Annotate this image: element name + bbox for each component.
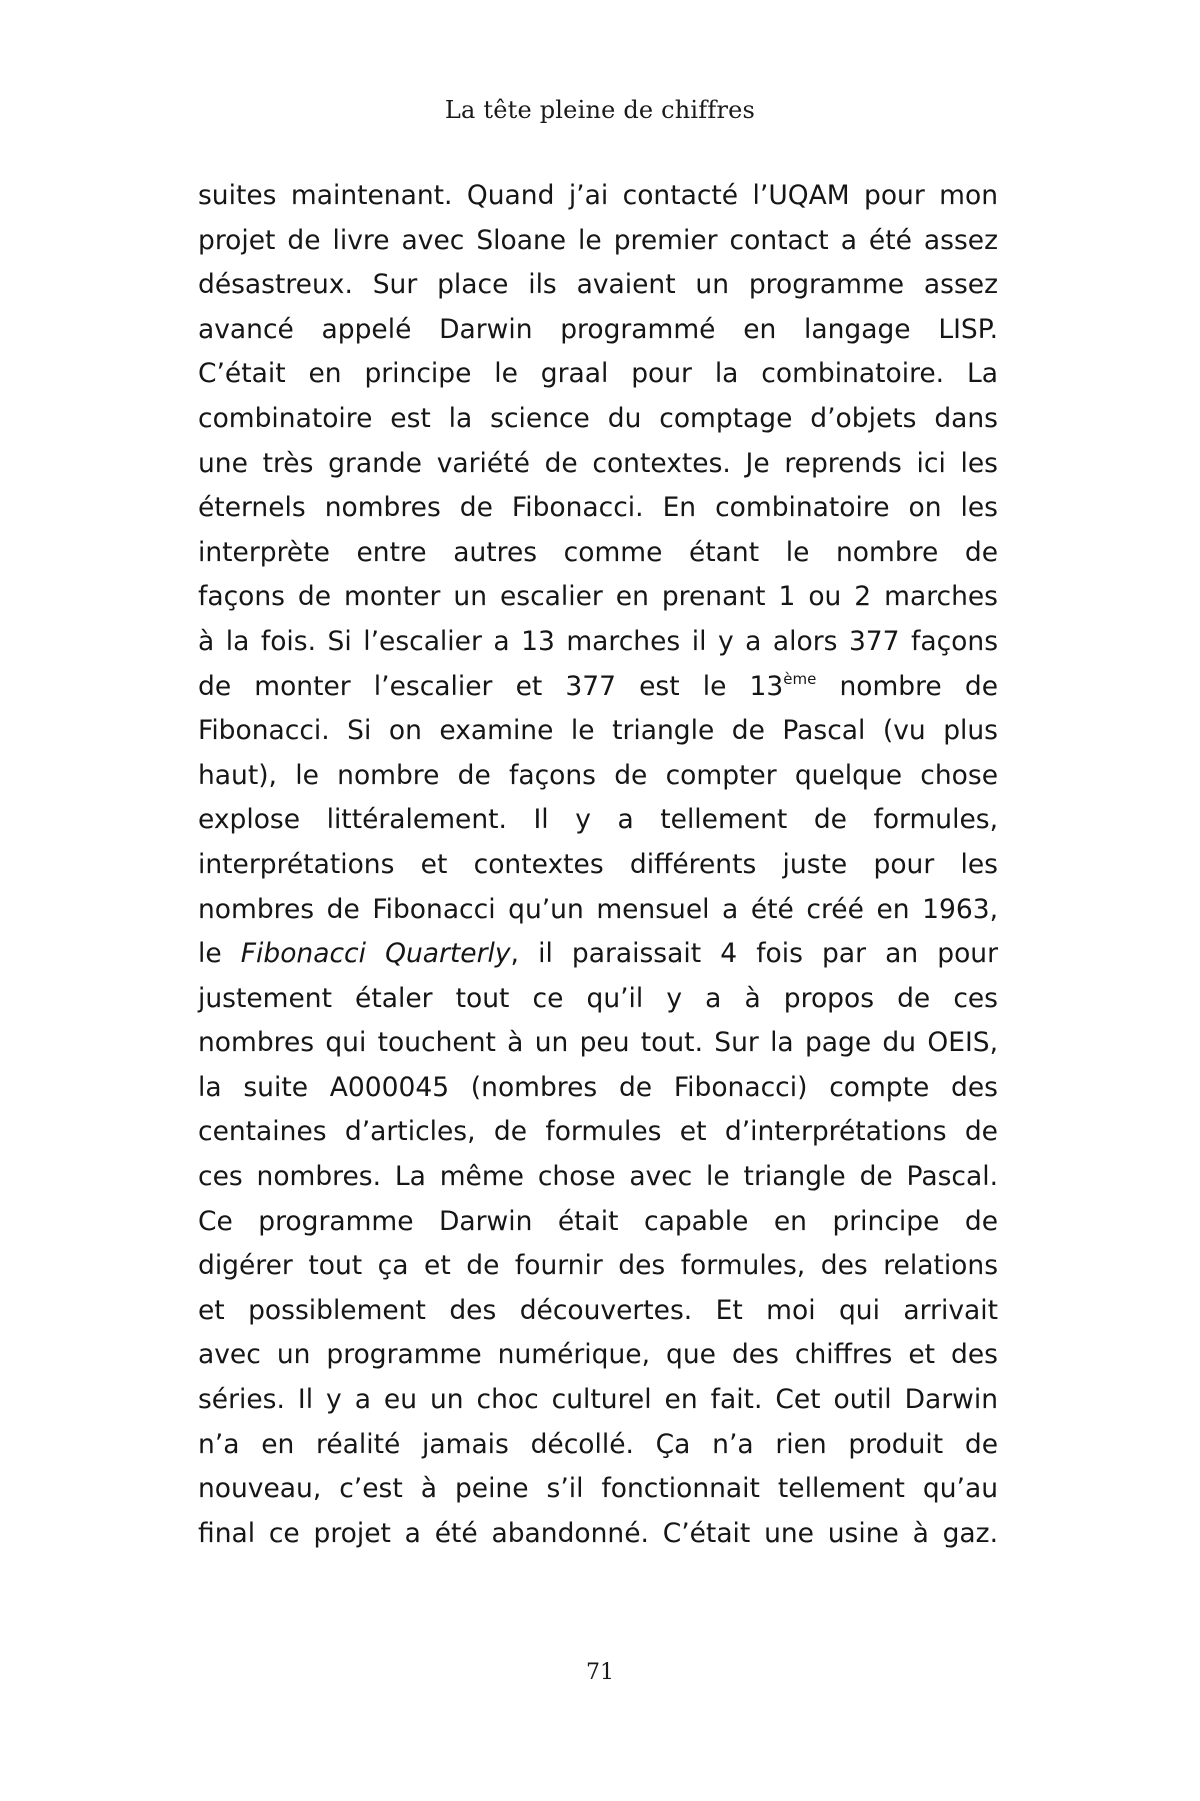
text-line: éternels nombres de Fibonacci. En combinatoire on les xyxy=(198,492,998,524)
text-line: explose littéralement. Il y a tellement de formules, xyxy=(198,804,998,836)
text-line: nombres qui touchent à un peu tout. Sur la page du OEIS, xyxy=(198,1027,998,1059)
text-line: à la fois. Si l’escalier a 13 marches il y a alors 377 façons xyxy=(198,625,998,657)
text-line: interprétations et contextes différents juste pour les xyxy=(198,848,998,880)
text-segment: , il paraissait 4 fois par an pour xyxy=(510,938,999,970)
text-line: combinatoire est la science du comptage d’objets dans xyxy=(198,402,998,434)
text-line: Fibonacci. Si on examine le triangle de Pascal (vu plus xyxy=(198,715,998,747)
text-line: justement étaler tout ce qu’il y a à propos de ces xyxy=(198,982,998,1014)
text-line: digérer tout ça et de fournir des formules, des relations xyxy=(198,1250,998,1282)
text-line: ces nombres. La même chose avec le triangle de Pascal. xyxy=(198,1161,998,1193)
text-line: désastreux. Sur place ils avaient un programme assez xyxy=(198,269,998,301)
italic-title: Fibonacci Quarterly xyxy=(240,938,511,970)
text-line: n’a en réalité jamais décollé. Ça n’a rien produit de xyxy=(198,1428,998,1460)
text-line: interprète entre autres comme étant le nombre de xyxy=(198,536,998,568)
text-segment: le xyxy=(198,938,241,970)
text-line: centaines d’articles, de formules et d’interprétations de xyxy=(198,1116,998,1148)
text-line xyxy=(198,932,998,977)
page-number: 71 xyxy=(586,1660,614,1685)
text-line: C’était en principe le graal pour la combinatoire. La xyxy=(198,358,998,390)
text-line: une très grande variété de contextes. Je reprends ici les xyxy=(198,447,998,479)
text-line: séries. Il y a eu un choc culturel en fait. Cet outil Darwin xyxy=(198,1384,998,1416)
text-line: nombres de Fibonacci qu’un mensuel a été créé en 1963, xyxy=(198,893,998,925)
text-line: nouveau, c’est à peine s’il fonctionnait tellement qu’au xyxy=(198,1473,998,1505)
text-line xyxy=(198,665,998,710)
text-line: projet de livre avec Sloane le premier contact a été assez xyxy=(198,224,998,256)
text-segment: nombre de xyxy=(816,670,998,702)
text-segment: de monter l’escalier et 377 est le 13 xyxy=(198,670,784,702)
text-line: Ce programme Darwin était capable en principe de xyxy=(198,1205,998,1237)
running-head-title: La tête pleine de chiffres xyxy=(444,96,756,124)
text-line: façons de monter un escalier en prenant 1 ou 2 marches xyxy=(198,581,998,613)
text-line: avec un programme numérique, que des chiffres et des xyxy=(198,1339,998,1371)
text-line: la suite A000045 (nombres de Fibonacci) compte des xyxy=(198,1071,998,1103)
superscript-ordinal: ème xyxy=(783,669,817,688)
text-line: haut), le nombre de façons de compter quelque chose xyxy=(198,759,998,791)
body-paragraph xyxy=(198,174,998,1556)
text-line: final ce projet a été abandonné. C’était une usine à gaz. xyxy=(198,1517,998,1549)
text-line: et possiblement des découvertes. Et moi qui arrivait xyxy=(198,1294,998,1326)
text-line: avancé appelé Darwin programmé en langage LISP. xyxy=(198,313,998,345)
text-line: suites maintenant. Quand j’ai contacté l’UQAM pour mon xyxy=(198,180,998,211)
